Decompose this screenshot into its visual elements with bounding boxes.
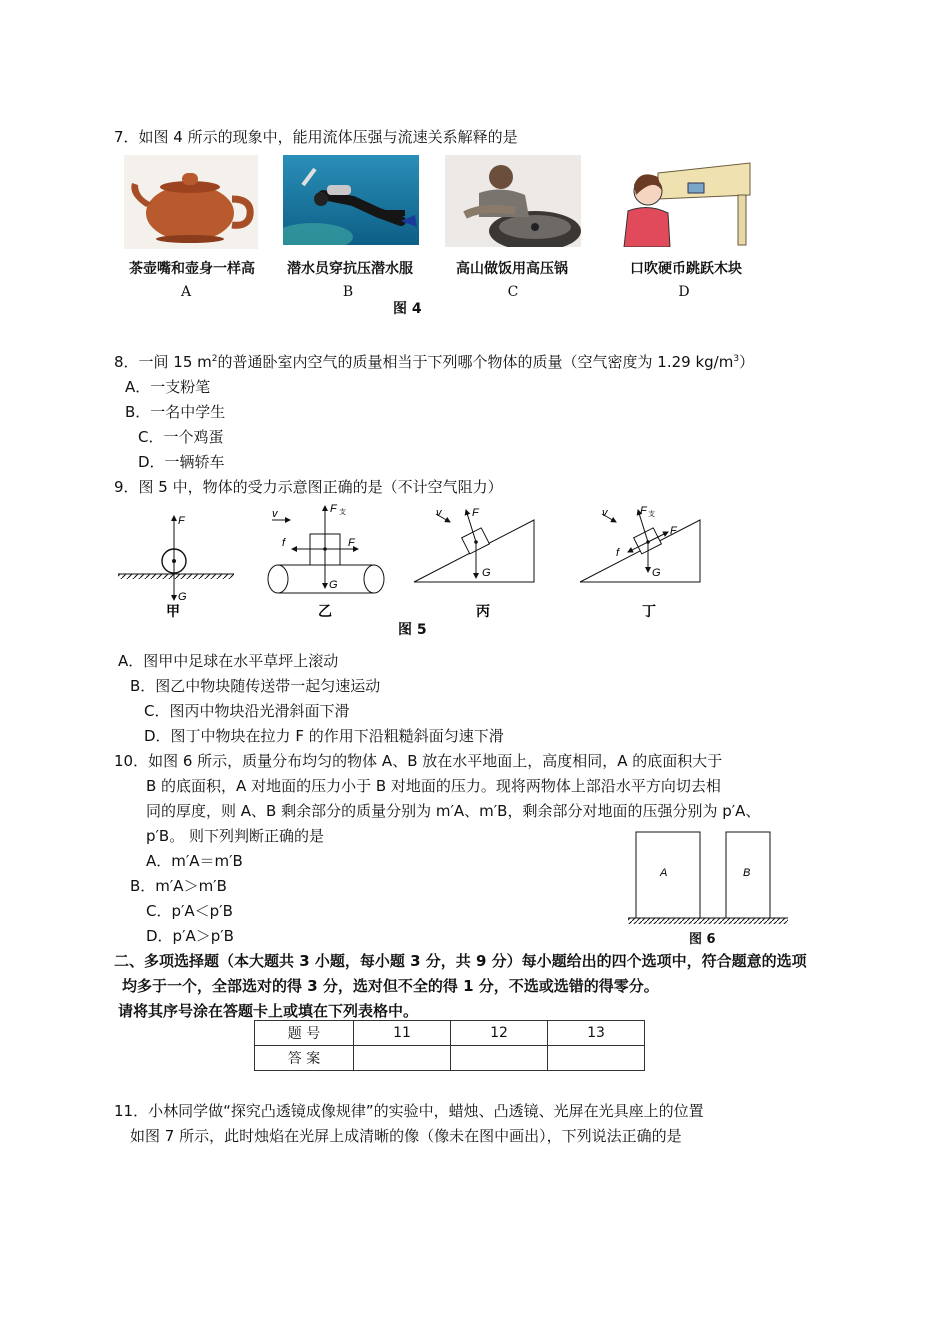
table-header-cell: 13 — [548, 1021, 645, 1046]
label-jia: 甲 — [166, 603, 180, 619]
letter-a: A — [180, 284, 192, 300]
figure-6-label: 图 6 — [689, 932, 716, 947]
letter-d: D — [678, 284, 690, 300]
answer-cell-13[interactable] — [548, 1046, 645, 1071]
q10-line-4: p′B。 则下列判断正确的是 — [146, 827, 324, 845]
block-b-label: B — [743, 867, 751, 879]
svg-text:G: G — [482, 567, 491, 579]
diagram-jia — [118, 515, 234, 603]
q11-line-1: 11．小林同学做“探究凸透镜成像规律”的实验中，蜡烛、凸透镜、光屏在光具座上的位置 — [114, 1102, 704, 1120]
q8-option-c: C．一个鸡蛋 — [138, 428, 224, 446]
letter-b: B — [342, 284, 354, 300]
label-ding: 丁 — [642, 603, 656, 619]
svg-text:F: F — [640, 505, 647, 517]
caption-b: 潜水员穿抗压潜水服 — [287, 261, 413, 277]
svg-text:支: 支 — [648, 511, 655, 518]
svg-text:v: v — [436, 507, 442, 519]
figure-5-label: 图 5 — [398, 622, 427, 638]
svg-text:v: v — [602, 507, 608, 519]
svg-text:F: F — [670, 525, 677, 537]
svg-text:v: v — [272, 508, 278, 520]
svg-text:G: G — [329, 579, 338, 591]
q10-option-c: C．p′A＜p′B — [146, 902, 233, 920]
svg-text:G: G — [652, 567, 661, 579]
letter-c: C — [507, 284, 519, 300]
q8-option-a: A．一支粉笔 — [125, 378, 211, 396]
q9-option-a: A．图甲中足球在水平草坪上滚动 — [118, 652, 339, 670]
diagram-bing — [414, 507, 534, 582]
svg-text:F: F — [330, 503, 337, 515]
label-yi: 乙 — [318, 603, 332, 619]
q10-line-2: B 的底面积，A 对地面的压力小于 B 对地面的压力。现将两物体上部沿水平方向切去相 — [146, 777, 721, 795]
caption-d: 口吹硬币跳跃木块 — [630, 261, 742, 277]
teapot-photo — [124, 155, 258, 249]
block-a-label: A — [660, 867, 668, 879]
section2-line-3: 请将其序号涂在答题卡上或填在下列表格中。 — [118, 1002, 419, 1020]
svg-text:F: F — [472, 507, 479, 519]
svg-text:f: f — [282, 537, 286, 549]
label-bing: 丙 — [476, 603, 490, 619]
answer-table — [254, 1020, 645, 1071]
answer-cell-11[interactable] — [354, 1046, 451, 1071]
pressure-cooker-photo — [445, 155, 581, 247]
svg-text:G: G — [178, 591, 187, 603]
q10-option-a: A．m′A＝m′B — [146, 852, 243, 870]
diver-photo — [283, 155, 419, 245]
figure-4-label: 图 4 — [393, 301, 422, 317]
svg-text:F: F — [348, 537, 355, 549]
q10-option-d: D．p′A＞p′B — [146, 927, 234, 945]
svg-text:f: f — [616, 547, 620, 559]
q9-option-b: B．图乙中物块随传送带一起匀速运动 — [130, 677, 381, 695]
svg-text:支: 支 — [339, 509, 346, 516]
caption-c: 高山做饭用高压锅 — [456, 261, 568, 277]
table-header-cell: 12 — [451, 1021, 548, 1046]
q8-option-d: D．一辆轿车 — [138, 453, 225, 471]
section2-line-1: 二、多项选择题（本大题共 3 小题，每小题 3 分，共 9 分）每小题给出的四个选项中，符合题意的选项 — [114, 952, 807, 970]
coin-blowing-illustration — [618, 155, 752, 247]
diagram-ding — [580, 505, 700, 582]
section2-line-2: 均多于一个，全部选对的得 3 分，选对但不全的得 1 分，不选或选错的得零分。 — [122, 977, 659, 995]
table-header-cell: 11 — [354, 1021, 451, 1046]
q9-option-d: D．图丁中物块在拉力 F 的作用下沿粗糙斜面匀速下滑 — [144, 727, 504, 745]
q10-option-b: B．m′A＞m′B — [130, 877, 227, 895]
q7-stem: 7．如图 4 所示的现象中，能用流体压强与流速关系解释的是 — [114, 128, 518, 146]
q9-option-c: C．图丙中物块沿光滑斜面下滑 — [144, 702, 350, 720]
diagram-yi — [268, 503, 384, 593]
caption-a: 茶壶嘴和壶身一样高 — [129, 261, 255, 277]
q9-stem: 9．图 5 中，物体的受力示意图正确的是（不计空气阻力） — [114, 478, 503, 496]
blocks-figure — [622, 826, 792, 930]
svg-text:F: F — [178, 515, 185, 527]
answer-cell-12[interactable] — [451, 1046, 548, 1071]
q8-option-b: B．一名中学生 — [125, 403, 226, 421]
table-row-label: 答 案 — [255, 1046, 354, 1071]
q10-line-1: 10．如图 6 所示，质量分布均匀的物体 A、B 放在水平地面上，高度相同，A 的底面积大于 — [114, 752, 723, 770]
q10-line-3: 同的厚度，则 A、B 剩余部分的质量分别为 m′A、m′B，剩余部分对地面的压强分别为 p′A、 — [146, 802, 761, 820]
q11-line-2: 如图 7 所示，此时烛焰在光屏上成清晰的像（像未在图中画出），下列说法正确的是 — [130, 1127, 682, 1145]
table-header-cell: 题 号 — [255, 1021, 354, 1046]
q8-stem: 8．一间 15 $m^2$的普通卧室内空气的质量相当于下列哪个物体的质量（空气密度为 1.29 $kg/m^3$） — [114, 353, 755, 371]
